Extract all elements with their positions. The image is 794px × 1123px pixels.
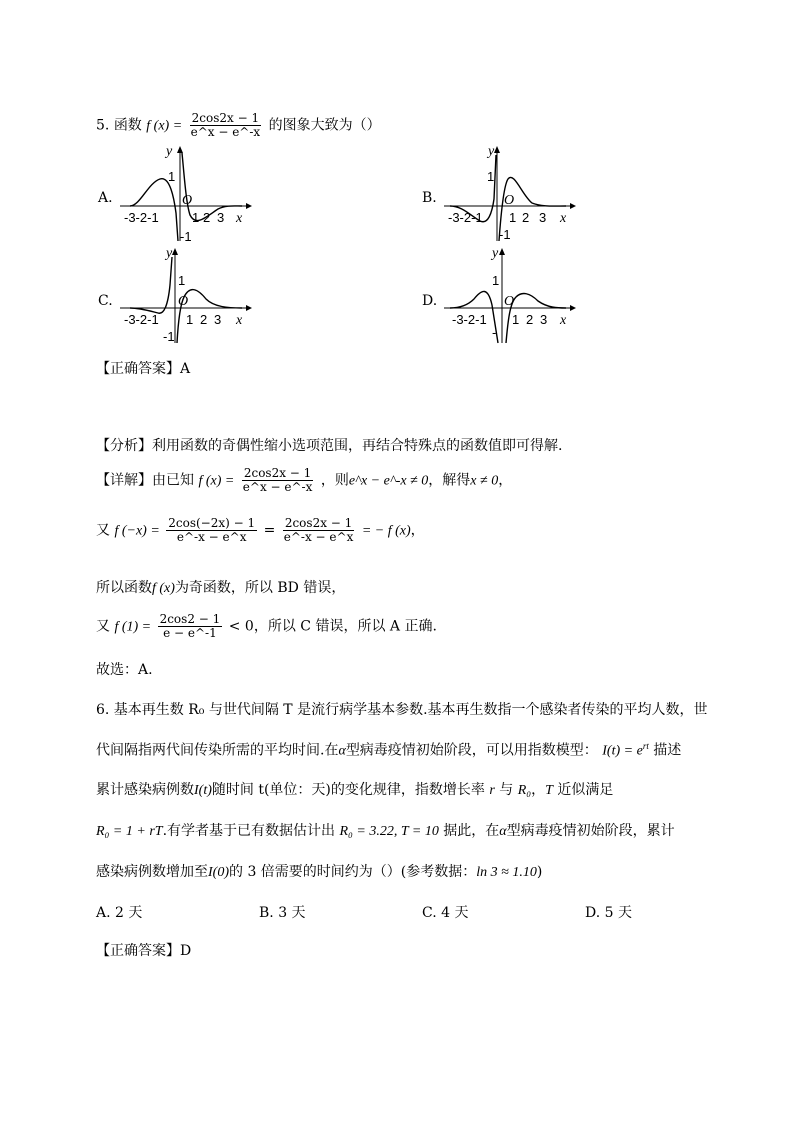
alpha: α — [338, 743, 346, 759]
y-label: y — [488, 144, 495, 159]
y-tick-neg1: -1 — [163, 329, 175, 344]
analysis-text: 利用函数的奇偶性缩小选项范围，再结合特殊点的函数值即可得解. — [152, 438, 563, 454]
T: T — [545, 783, 553, 798]
x-label: x — [236, 211, 243, 226]
y-axis-arrow — [177, 146, 183, 153]
x-label: x — [560, 313, 567, 328]
q6-text: 描述 — [653, 742, 682, 759]
detail-text: 所以函数 — [96, 580, 152, 596]
denominator: e − e^-1 — [163, 626, 217, 641]
q6-text: 据此，在 — [443, 823, 500, 839]
q6-text: 随时间 t(单位：天)的变化规律，指数增长率 — [211, 782, 485, 798]
detail-text: ，解得 — [428, 472, 471, 489]
fraction-1 — [166, 517, 257, 544]
q6-choice-a[interactable]: A. 2 天 — [96, 905, 143, 921]
model: I(t) = e — [602, 743, 643, 759]
R0: R₀ — [517, 783, 532, 798]
detail-text: 由已知 — [152, 472, 194, 489]
solution: x ≠ 0 — [470, 473, 499, 489]
detail-fraction — [241, 467, 315, 494]
q6-line4 — [96, 823, 675, 841]
x-tick-3: 3 — [540, 312, 548, 327]
exponent: rt — [642, 741, 649, 751]
option-c-label[interactable]: C. — [98, 293, 113, 309]
denominator: e^x − e^-x — [242, 480, 313, 495]
y-tick-neg1: -1 — [499, 227, 511, 242]
q6-text: 与 — [499, 782, 514, 798]
detail-text: ， — [498, 472, 513, 489]
q5-analysis — [96, 438, 562, 455]
fraction — [158, 613, 223, 640]
y-tick-neg1: - — [492, 325, 497, 340]
q6-line1: 6. 基本再生数 R₀ 与世代间隔 T 是流行病学基本参数.基本再生数指一个感染者传染的平均人数，世 — [96, 702, 708, 718]
x-axis-arrow — [570, 305, 576, 311]
y-tick-1: 1 — [168, 169, 176, 184]
x-tick-2: 2 — [526, 312, 534, 327]
detail-label: 【详解】 — [96, 472, 152, 489]
y-axis-arrow — [172, 248, 178, 255]
fx: f (x) = — [198, 473, 235, 489]
q5-answer — [96, 361, 190, 378]
alpha: α — [499, 824, 507, 839]
option-c-graph[interactable] — [118, 245, 253, 345]
detail-text: ，所以 C 错误，所以 A 正确. — [253, 618, 437, 635]
y-tick-neg1: -1 — [180, 229, 192, 244]
x-axis-arrow — [570, 203, 576, 209]
x-tick-neg: -3-2-1 — [124, 312, 159, 327]
q5-detail-line4 — [96, 613, 437, 640]
option-b-graph[interactable] — [442, 143, 577, 243]
y-axis-arrow — [499, 248, 505, 255]
y-axis-arrow — [494, 146, 500, 153]
x-tick-1: 1 — [509, 210, 517, 225]
q6-text: 代间隔指两代间传染所需的平均时间.在 — [96, 742, 339, 759]
option-a-graph[interactable] — [118, 143, 253, 243]
q6-text: 感染病例数增加至 — [96, 864, 208, 880]
numerator: 2cos2 − 1 — [159, 612, 221, 626]
q5-numerator: 2cos2x − 1 — [191, 111, 260, 125]
numerator: 2cos(−2x) − 1 — [168, 516, 256, 530]
q6-answer — [96, 943, 191, 960]
y-label: y — [166, 246, 173, 261]
q6-choice-d[interactable]: D. 5 天 — [585, 905, 632, 921]
y-label: y — [166, 144, 173, 159]
denominator: e^-x − e^x — [176, 530, 247, 545]
x-tick-2: 2 — [522, 210, 530, 225]
q5-denominator: e^x − e^-x — [190, 125, 261, 140]
y-tick-1: 1 — [178, 273, 186, 288]
q5-tail: 的图象大致为（） — [268, 117, 381, 134]
q6-choice-b[interactable]: B. 3 天 — [259, 905, 306, 921]
q6-text: ， — [531, 782, 546, 798]
detail-text: ， — [410, 522, 425, 539]
option-b-label[interactable]: B. — [422, 190, 437, 206]
q6-text: 的 3 倍需要的时间约为（）(参考数据： — [229, 864, 477, 880]
answer-value: D — [180, 943, 192, 959]
q6-text: 型病毒疫情初始阶段，累计 — [506, 823, 675, 839]
x-tick-2: 2 — [203, 210, 211, 225]
answer-label: 【正确答案】 — [96, 943, 180, 959]
q5-number: 5. — [96, 117, 110, 134]
rhs: = − f (x) — [361, 523, 411, 539]
x-label: x — [236, 313, 243, 328]
origin-label: O — [178, 294, 189, 309]
q5-detail-line3 — [96, 580, 345, 598]
q6-text: 近似满足 — [557, 782, 614, 798]
x-tick-1: 1 — [186, 312, 194, 327]
lhs: f (−x) = — [114, 523, 160, 539]
lhs: f (1) = — [114, 619, 152, 635]
q6-text: .有学者基于已有数据估计出 — [162, 823, 336, 839]
q6-choice-c[interactable]: C. 4 天 — [422, 905, 469, 921]
equals: = — [263, 522, 276, 539]
x-axis-arrow — [246, 203, 252, 209]
fx: f (x) — [152, 581, 175, 596]
option-a-label[interactable]: A. — [98, 190, 113, 206]
option-d-label[interactable]: D. — [422, 293, 438, 309]
y-tick-1: 1 — [492, 273, 500, 288]
detail-text: 又 — [96, 522, 110, 539]
x-tick-2: 2 — [200, 312, 208, 327]
condition: e^x − e^-x ≠ 0 — [348, 473, 429, 489]
origin-label: O — [504, 294, 515, 309]
q6-text: ) — [536, 864, 543, 880]
x-tick-1: 1 — [192, 210, 200, 225]
x-tick-neg: -3-2-1 — [124, 210, 159, 225]
I0: I(0) — [208, 865, 229, 880]
q5-fx: f (x) = — [146, 118, 183, 134]
q6-text: 型病毒疫情初始阶段，可以用指数模型： — [345, 742, 598, 759]
x-axis-arrow — [246, 305, 252, 311]
detail-text: 又 — [96, 618, 110, 635]
x-tick-3: 3 — [539, 210, 547, 225]
equation: R₀ = 1 + rT — [96, 824, 163, 839]
comparison: < 0 — [228, 618, 254, 635]
q6-line3 — [96, 782, 613, 800]
x-tick-neg: -3-2-1 — [448, 210, 483, 225]
origin-label: O — [504, 193, 515, 208]
numerator: 2cos2x − 1 — [243, 466, 312, 480]
x-tick-neg: -3-2-1 — [452, 312, 487, 327]
x-tick-3: 3 — [214, 312, 222, 327]
detail-text: 为奇函数，所以 BD 错误， — [174, 580, 346, 596]
r: r — [489, 783, 495, 798]
It: I(t) — [194, 783, 212, 798]
detail-text: ，则 — [320, 472, 349, 489]
q5-stem — [96, 112, 381, 139]
ln-ref: ln 3 ≈ 1.10 — [476, 865, 537, 880]
q5-lead: 函数 — [113, 117, 142, 134]
x-tick-3: 3 — [217, 210, 225, 225]
q6-line5 — [96, 864, 542, 882]
origin-label: O — [182, 193, 193, 208]
fraction-2 — [282, 517, 356, 544]
x-tick-1: 1 — [512, 312, 520, 327]
q5-detail-line1 — [96, 467, 512, 494]
analysis-label: 【分析】 — [96, 438, 152, 454]
q5-conclusion: 故选：A. — [96, 662, 153, 678]
q5-fraction — [189, 112, 263, 139]
y-tick-1: 1 — [487, 169, 495, 184]
q5-detail-line2 — [96, 517, 425, 544]
q6-text: 累计感染病例数 — [96, 782, 194, 798]
numerator: 2cos2x − 1 — [284, 516, 353, 530]
values: R₀ = 3.22, T = 10 — [339, 824, 439, 839]
option-d-graph[interactable] — [442, 245, 577, 345]
answer-label: 【正确答案】 — [96, 361, 180, 377]
x-label: x — [560, 211, 567, 226]
answer-value: A — [180, 361, 191, 377]
q6-line2 — [96, 741, 681, 760]
y-label: y — [492, 246, 499, 261]
denominator: e^-x − e^x — [283, 530, 354, 545]
